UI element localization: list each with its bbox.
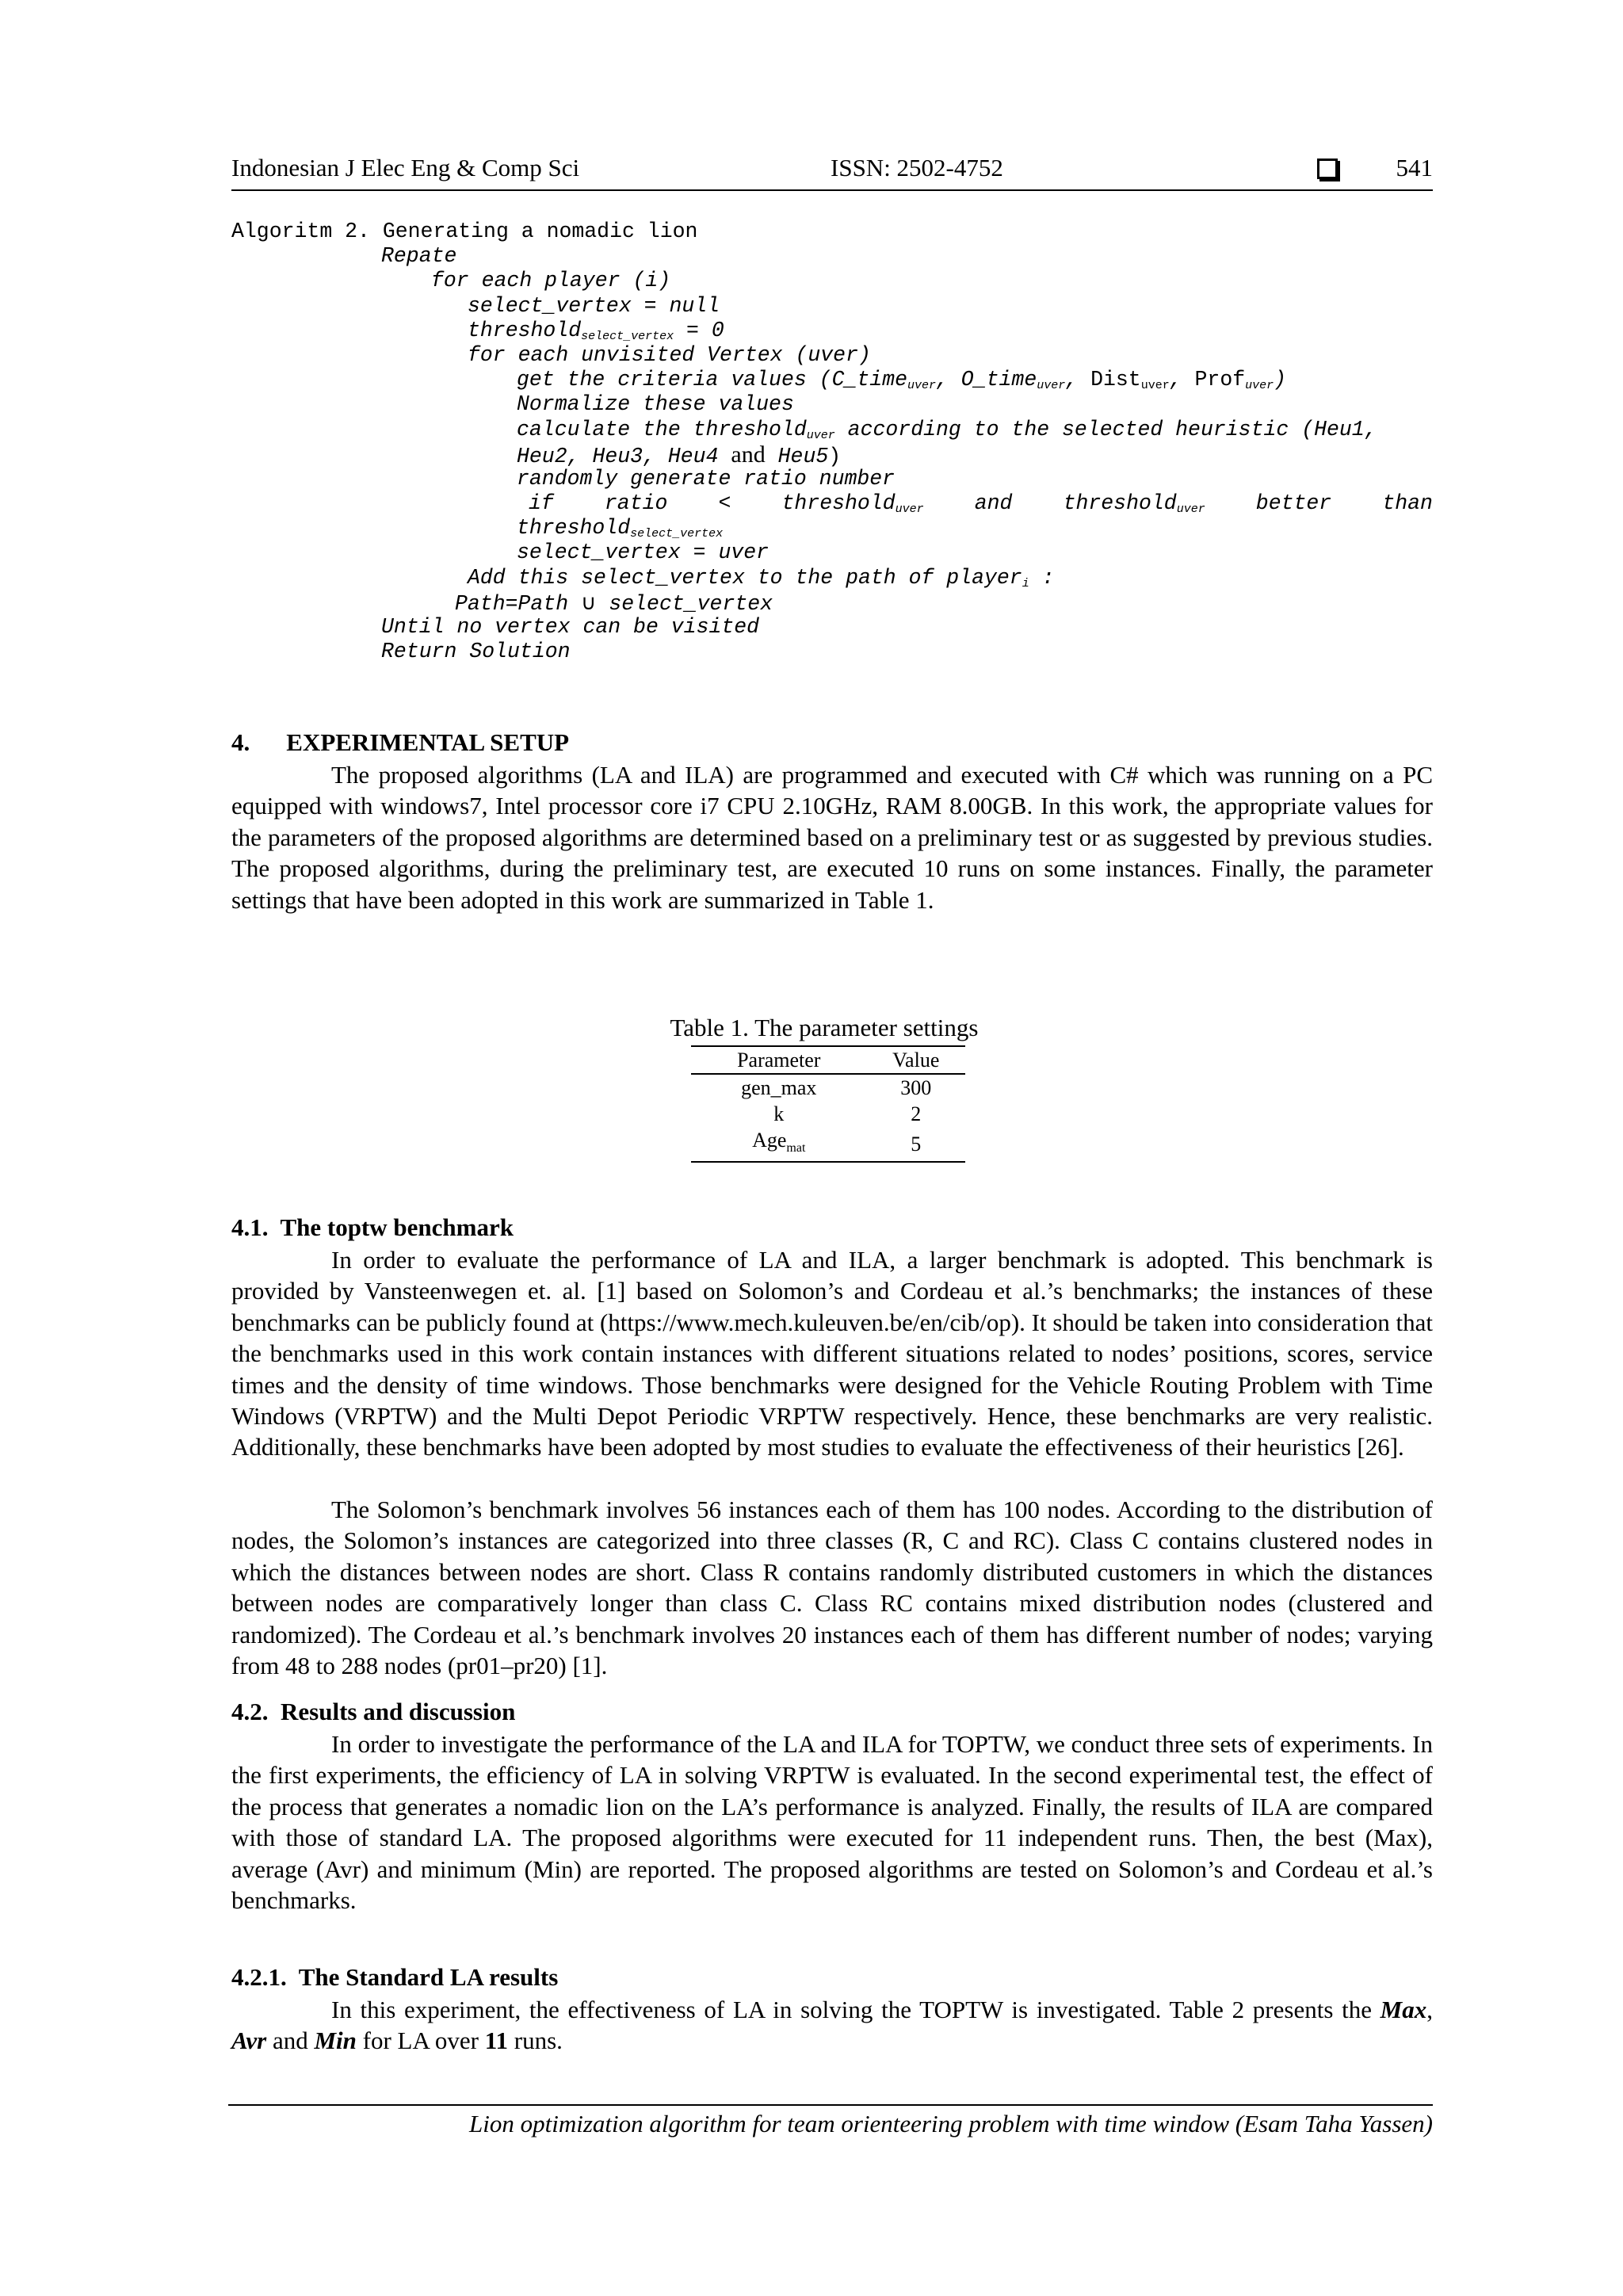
text-sep: and xyxy=(266,2027,315,2055)
algo-line-normalize: Normalize these values xyxy=(517,392,794,416)
threshold-var: threshold xyxy=(781,491,896,515)
if-better: better xyxy=(1255,491,1332,515)
comma: , xyxy=(1065,368,1091,392)
heu4: Heu4 xyxy=(667,445,719,468)
add-prefix: Add this select_vertex to the path of player xyxy=(468,566,1022,590)
header-value: Value xyxy=(892,1049,940,1072)
param-name: Age xyxy=(752,1129,787,1152)
comma: , xyxy=(643,445,668,468)
header-parameter: Parameter xyxy=(737,1049,821,1072)
algo-line-if xyxy=(529,491,1433,516)
if-ratio: ratio xyxy=(604,491,668,515)
section-number: 4. xyxy=(231,728,250,756)
param-cell xyxy=(691,1127,867,1162)
value-cell: 300 xyxy=(900,1076,932,1099)
table-header-row xyxy=(691,1046,965,1074)
sub-uver: uver xyxy=(1176,502,1205,516)
max-term: Max xyxy=(1380,1996,1427,2023)
algo-line-threshold-init xyxy=(468,319,724,343)
algo-line-random: randomly generate ratio number xyxy=(517,467,896,491)
algo-line-assign: select_vertex = uver xyxy=(517,541,769,564)
param-subscript: mat xyxy=(786,1141,806,1156)
min-term: Min xyxy=(314,2027,357,2055)
section-4-heading xyxy=(231,728,569,757)
algo-line-add xyxy=(468,566,1055,590)
section-4-1-paragraph-1 xyxy=(231,1244,1433,1463)
if-keyword: if xyxy=(529,491,554,515)
add-suffix: : xyxy=(1029,566,1055,590)
algo-line-for-player: for each player (i) xyxy=(431,269,671,292)
algo-line-return: Return Solution xyxy=(381,640,571,663)
text-sep: , xyxy=(1426,1996,1433,2023)
algo-line-select-null: select_vertex = null xyxy=(468,294,720,318)
algo-line-repeat: Repate xyxy=(381,244,457,268)
heu5: Heu5 xyxy=(777,445,829,468)
table-1 xyxy=(691,1045,965,1163)
paragraph-text: The Solomon’s benchmark involves 56 instances each of them has 100 nodes. According to the distribution of nodes, the Solomon’s instances are categorized into three classes (R, C and RC). Class C contains clustered nodes in which the distances between nodes are short. Class R contains randomly distributed customers in which the distances between nodes are comparatively longer than class C. Class RC contains mixed distribution nodes (clustered and randomized). The Cordeau et al.’s benchmark involves 20 instances each of them has different number of nodes; varying from 48 to 288 nodes (pr01–pr20) [1]. xyxy=(231,1496,1433,1680)
threshold-var: threshold xyxy=(517,516,631,540)
algorithm-title: Algoritm 2. Generating a nomadic lion xyxy=(231,220,698,243)
value-cell: 2 xyxy=(911,1102,922,1125)
criteria-prefix: get the criteria values (C_time xyxy=(517,368,907,392)
section-4-2-1-paragraph xyxy=(231,1994,1433,2057)
sub-uver: uver xyxy=(907,379,936,392)
table-row xyxy=(691,1074,965,1101)
section-4-paragraph xyxy=(231,759,1433,915)
param-cell: gen_max xyxy=(741,1076,817,1099)
criteria-prof: Prof xyxy=(1194,368,1246,392)
calc-suffix: according to the selected heuristic (Heu1, xyxy=(834,418,1377,441)
table-1-caption: Table 1. The parameter settings xyxy=(670,1014,979,1041)
page-footer: Lion optimization algorithm for team orienteering problem with time window (Esam Taha Yassen) xyxy=(469,2110,1433,2137)
text-part: In this experiment, the effectiveness of LA in solving the TOPTW is investigated. Table 2 presents the xyxy=(331,1996,1381,2023)
page-number: 541 xyxy=(1396,154,1433,181)
calc-prefix: calculate the threshold xyxy=(517,418,807,441)
threshold-var: threshold xyxy=(1063,491,1177,515)
algo-line-path xyxy=(455,590,773,617)
threshold-subscript: select_vertex xyxy=(630,527,724,541)
if-and: and xyxy=(974,491,1013,515)
algo-line-heuristics xyxy=(517,442,841,469)
section-4-2-paragraph xyxy=(231,1729,1433,1916)
threshold-init: = 0 xyxy=(674,319,724,342)
avr-term: Avr xyxy=(231,2027,267,2055)
sub-uver: uver xyxy=(1140,379,1170,392)
section-4-2-heading: 4.2. Results and discussion xyxy=(231,1698,516,1725)
paragraph-text: In order to evaluate the performance of LA and ILA, a larger benchmark is adopted. This benchmark is provided by Vansteenwegen et. al. [1] based on Solomon’s and Cordeau et al.’s benchmarks; the instances of these benchmarks can be publicly found at (https://www.mech.kuleuven.be/en/cib/op). It should be taken into consideration that the benchmarks used in this work contain instances with different situations related to nodes’ positions, scores, service times and the density of time windows. Those benchmarks were designed for the Vehicle Routing Problem with Time Windows (VRPTW) and the Multi Depot Periodic VRPTW respectively. Hence, these benchmarks are very realistic. Additionally, these benchmarks have been adopted by most studies to evaluate the effectiveness of their heuristics [26]. xyxy=(231,1246,1433,1461)
section-4-1-paragraph-2 xyxy=(231,1494,1433,1681)
paragraph-text: In order to investigate the performance of the LA and ILA for TOPTW, we conduct three sets of experiments. In the first experiments, the efficiency of LA in solving VRPTW is evaluated. In the second experimental test, the effect of the process that generates a nomadic lion on the LA’s performance is analyzed. Finally, the results of ILA are compared with those of standard LA. The proposed algorithms were executed for 11 independent runs. Then, the best (Max), average (Avr) and minimum (Min) are reported. The proposed algorithms are tested on Solomon’s and Cordeau et al.’s benchmarks. xyxy=(231,1730,1433,1915)
runs-count: 11 xyxy=(484,2027,509,2055)
if-less-than: < xyxy=(718,491,731,515)
criteria-dist: Dist xyxy=(1090,368,1141,392)
union-symbol: ∪ xyxy=(581,590,597,615)
table-row xyxy=(691,1101,965,1127)
close-paren: ) xyxy=(1274,368,1287,392)
algo-line-for-vertex: for each unvisited Vertex (uver) xyxy=(468,343,871,367)
path-suffix: select_vertex xyxy=(596,592,773,616)
threshold-subscript: select_vertex xyxy=(581,330,674,343)
algo-line-until: Until no vertex can be visited xyxy=(381,615,760,639)
page-header xyxy=(231,151,1433,190)
footer-rule xyxy=(228,2104,1433,2106)
section-title: EXPERIMENTAL SETUP xyxy=(286,728,570,756)
checkbox-icon xyxy=(1317,159,1338,179)
sub-uver: uver xyxy=(806,429,835,442)
algo-line-criteria xyxy=(517,368,1286,392)
paragraph-text: The proposed algorithms (LA and ILA) are programmed and executed with C# which was running on a PC equipped with windows7, Intel processor core i7 CPU 2.10GHz, RAM 8.00GB. In this work, the appropriate values for the parameters of the proposed algorithms are determined based on a preliminary test or as suggested by previous studies. The proposed algorithms, during the preliminary test, are executed 10 runs on some instances. Finally, the parameter settings that have been adopted in this work are summarized in Table 1. xyxy=(231,761,1433,914)
path-prefix: Path=Path xyxy=(455,592,582,616)
algo-line-calculate xyxy=(517,418,1377,442)
threshold-var: threshold xyxy=(468,319,582,342)
param-cell: k xyxy=(773,1102,785,1125)
issn: ISSN: 2502-4752 xyxy=(831,154,1003,181)
sub-uver: uver xyxy=(1245,379,1274,392)
section-4-1-heading: 4.1. The toptw benchmark xyxy=(231,1213,514,1241)
algo-line-threshold-select xyxy=(517,516,723,541)
text-part: for LA over xyxy=(356,2027,485,2055)
if-threshold-uver-2 xyxy=(1064,491,1205,516)
criteria-otime: , O_time xyxy=(936,368,1037,392)
heu-and: and xyxy=(731,441,766,468)
sub-uver: uver xyxy=(895,502,924,516)
heu-close: ) xyxy=(828,445,842,468)
value-cell: 5 xyxy=(911,1133,922,1156)
sub-uver: uver xyxy=(1037,379,1066,392)
table-row xyxy=(691,1127,965,1162)
text-part: runs. xyxy=(508,2027,563,2055)
header-rule xyxy=(231,189,1433,191)
if-threshold-uver xyxy=(782,491,924,516)
section-4-2-1-heading: 4.2.1. The Standard LA results xyxy=(231,1963,559,1991)
if-than: than xyxy=(1382,491,1433,515)
comma: , xyxy=(1169,368,1195,392)
journal-name: Indonesian J Elec Eng & Comp Sci xyxy=(231,154,580,181)
add-subscript: i xyxy=(1022,577,1029,590)
heu3: Heu3 xyxy=(592,445,643,468)
heu2: Heu2 xyxy=(517,445,567,468)
comma: , xyxy=(567,445,593,468)
